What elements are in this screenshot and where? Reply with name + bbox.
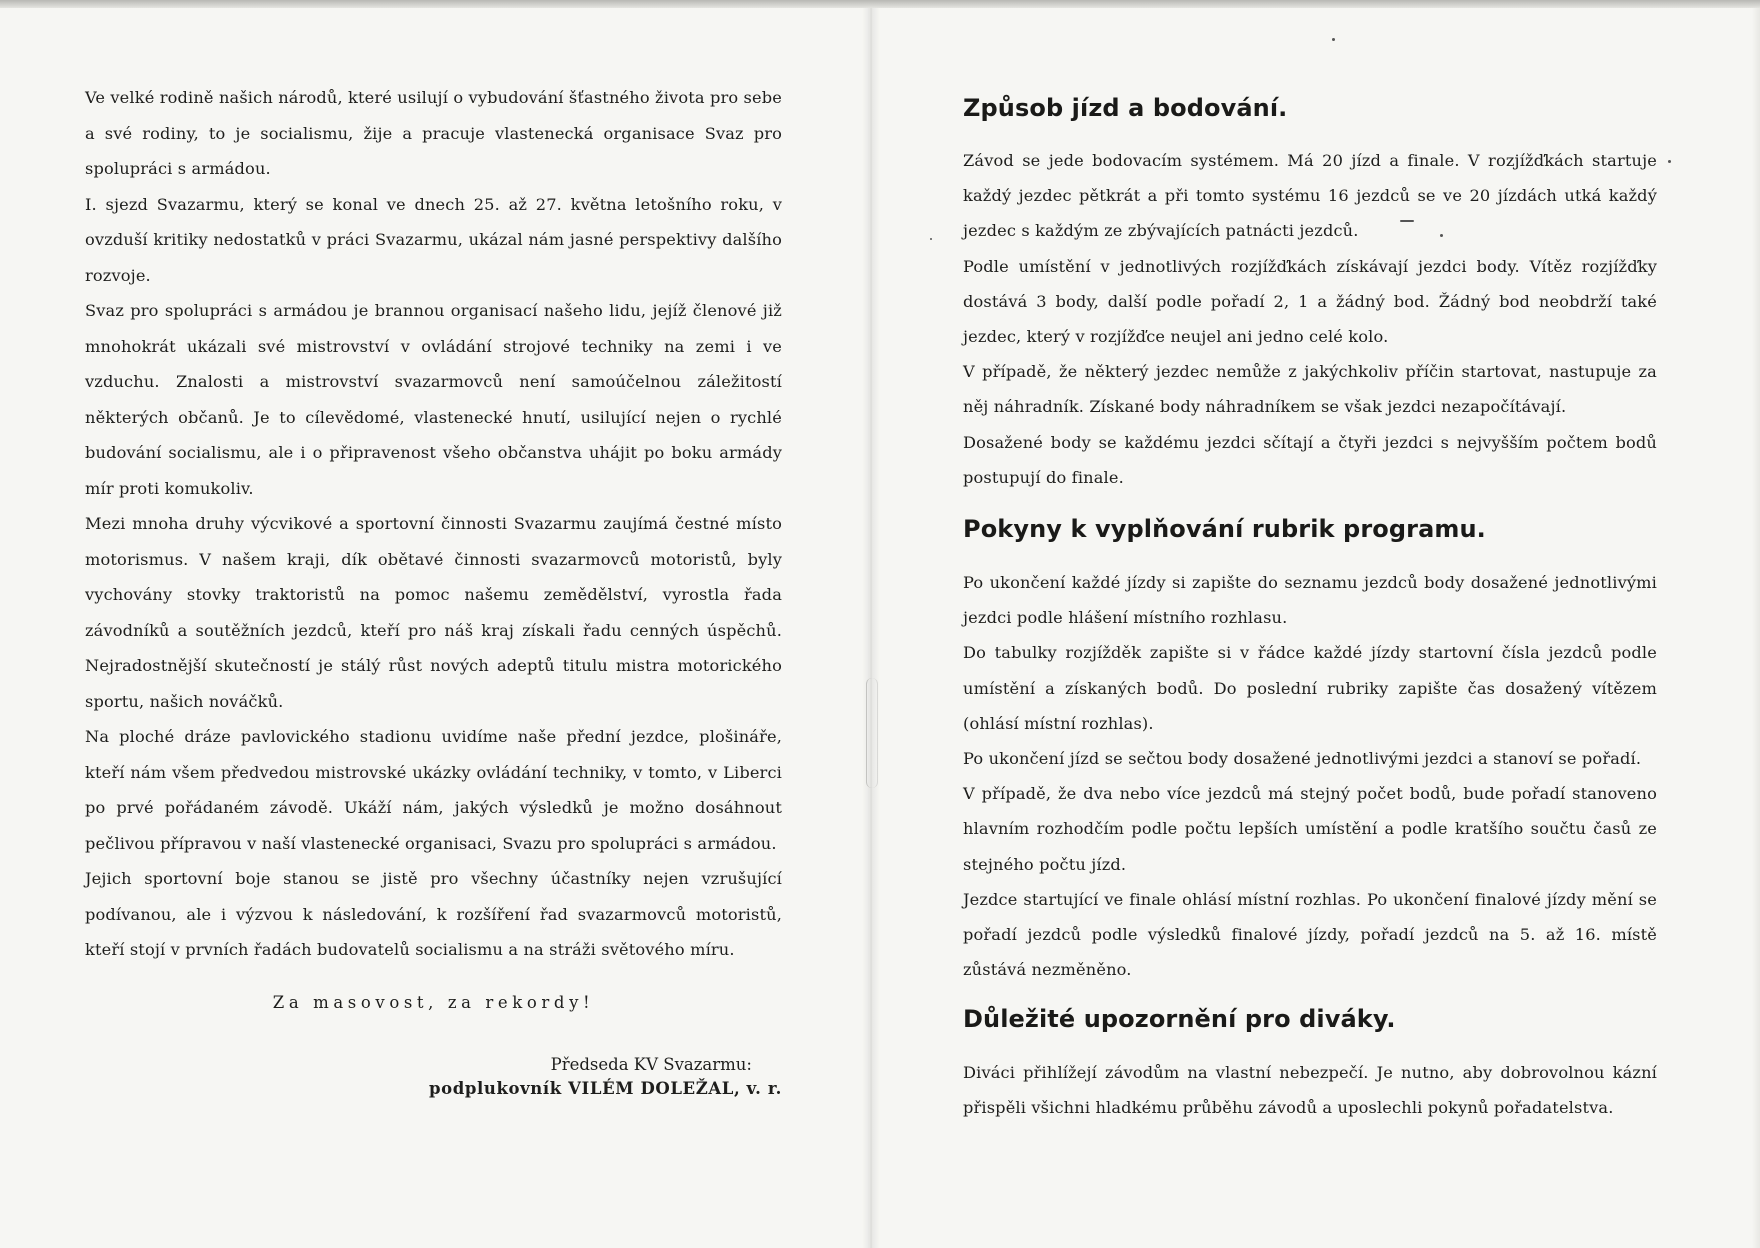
- motto: Za masovost, za rekordy!: [272, 993, 595, 1012]
- instructions-paragraph: Do tabulky rozjížděk zapište si v řádce každé jízdy startovní čísla jezdců podle umístění a získaných bodů. Do poslední rubriky zapište čas dosažený vítězem (ohlásí místní rozhlas).: [963, 643, 1657, 733]
- section-heading-instructions: Pokyny k vyplňování rubrik programu.: [963, 515, 1486, 543]
- spectators-paragraph: Diváci přihlížejí závodům na vlastní nebezpečí. Je nutno, aby dobrovolnou kázní přispěli všichni hladkému průběhu závodů a uposlechli pokynů pořadatelstva.: [963, 1063, 1657, 1118]
- center-fold: [862, 8, 880, 1248]
- instructions-paragraph: Po ukončení každé jízdy si zapište do seznamu jezdců body dosažené jednotlivými jezdci podle hlášení místního rozhlasu.: [963, 573, 1657, 628]
- motorism-paragraph: Mezi mnoha druhy výcvikové a sportovní činnosti Svazarmu zaujímá čestné místo motorismus. V našem kraji, dík obětavé činnosti svazarmovců motoristů, byly vychovány stovky traktoristů na pomoc našemu zemědělství, vyrostla řada závodníků a soutěžních jezdců, kteří pro náš kraj získali řadu cenných úspěchů. Nejradostnější skutečností je stálý růst nových adeptů titulu mistra motorického sportu, našich nováčků.: [85, 514, 782, 711]
- dust-speck: [1332, 38, 1335, 41]
- race-paragraph: Na ploché dráze pavlovického stadionu uvidíme naše přední jezdce, plošináře, kteří nám všem předvedou mistrovské ukázky ovládání techniky, v tomto, v Liberci po prvé pořádaném závodě. Ukáží nám, jakých výsledků je možno dosáhnout pečlivou přípravou v naší vlastenecké organisaci, Svazu pro spolupráci s armádou.: [85, 727, 782, 853]
- instructions-paragraph: V případě, že dva nebo více jezdců má stejný počet bodů, bude pořadí stanoveno hlavním rozhodčím podle počtu lepších umístění a podle kratšího součtu časů ze stejného počtu jízd.: [963, 784, 1657, 874]
- section-body-scoring: [963, 143, 1657, 495]
- section-body-instructions: [963, 565, 1657, 987]
- scoring-paragraph: V případě, že některý jezdec nemůže z jakýchkoliv příčin startovat, nastupuje za něj náhradník. Získané body náhradníkem se však jezdci nezapočítávají.: [963, 362, 1657, 417]
- instructions-paragraph: Jezdce startující ve finale ohlásí místní rozhlas. Po ukončení finalové jízdy mění se pořadí jezdců podle výsledků finalové jízdy, pořadí jezdců na 5. až 16. místě zůstává nezměněno.: [963, 889, 1657, 980]
- closing-paragraph: Jejich sportovní boje stanou se jistě pro všechny účastníky nejen vzrušující podívanou, ale i výzvou k následování, k rozšíření řad svazarmovců motoristů, kteří stojí v prvních řadách budovatelů socialismu a na stráži světového míru.: [85, 869, 782, 959]
- section-heading-spectators: Důležité upozornění pro diváky.: [963, 1005, 1396, 1033]
- scan-top-edge: [0, 0, 1760, 8]
- intro-paragraph: Ve velké rodině našich národů, které usilují o vybudování šťastného života pro sebe a své rodiny, to je socialismu, žije a pracuje vlastenecká organisace Svaz pro spolupráci s armádou.: [85, 88, 782, 178]
- dust-speck: [1400, 220, 1414, 222]
- staple-mark: [866, 678, 878, 788]
- instructions-paragraph: Po ukončení jízd se sečtou body dosažené jednotlivými jezdci a stanoví se pořadí.: [963, 749, 1642, 769]
- section-body-spectators: [963, 1055, 1657, 1125]
- left-page-body: [85, 80, 782, 968]
- dust-speck: [1668, 160, 1671, 163]
- page-edge: [1752, 8, 1760, 1248]
- scoring-paragraph: Podle umístění v jednotlivých rozjížďkách získávají jezdci body. Vítěz rozjížďky dostává 3 body, další podle pořadí 2, 1 a žádný bod. Žádný bod neobdrží také jezdec, který v rozjížďce neujel ani jedno celé kolo.: [963, 256, 1657, 347]
- scoring-paragraph: Dosažené body se každému jezdci sčítají a čtyři jezdci s nejvyšším počtem bodů postupují do finale.: [963, 432, 1657, 487]
- scoring-paragraph: Závod se jede bodovacím systémem. Má 20 jízd a finale. V rozjížďkách startuje každý jezdec pětkrát a při tomto systému 16 jezdců se ve 20 jízdách utká každý jezdec s každým ze zbývajících patnácti jezdců.: [963, 151, 1657, 241]
- congress-paragraph: I. sjezd Svazarmu, který se konal ve dnech 25. až 27. května letošního roku, v ovzduší kritiky nedostatků v práci Svazarmu, ukázal nám jasné perspektivy dalšího rozvoje.: [85, 194, 782, 285]
- signature-name: podplukovník VILÉM DOLEŽAL, v. r.: [429, 1079, 782, 1098]
- section-heading-scoring: Způsob jízd a bodování.: [963, 94, 1288, 122]
- organisation-paragraph: Svaz pro spolupráci s armádou je brannou organisací našeho lidu, jejíž členové již mnohokrát ukázali své mistrovství v ovládání strojové techniky na zemi i ve vzduchu. Znalosti a mistrovství svazarmovců není samoúčelnou záležitostí některých občanů. Je to cílevědomé, vlastenecké hnutí, usilující nejen o rychlé budování socialismu, ale i o připravenost všeho občanstva uhájit po boku armády mír proti komukoliv.: [85, 301, 782, 498]
- dust-speck: [1440, 234, 1443, 237]
- signature-block: [300, 1053, 782, 1101]
- dust-speck: [930, 238, 932, 240]
- signature-role: Předseda KV Svazarmu:: [550, 1055, 752, 1074]
